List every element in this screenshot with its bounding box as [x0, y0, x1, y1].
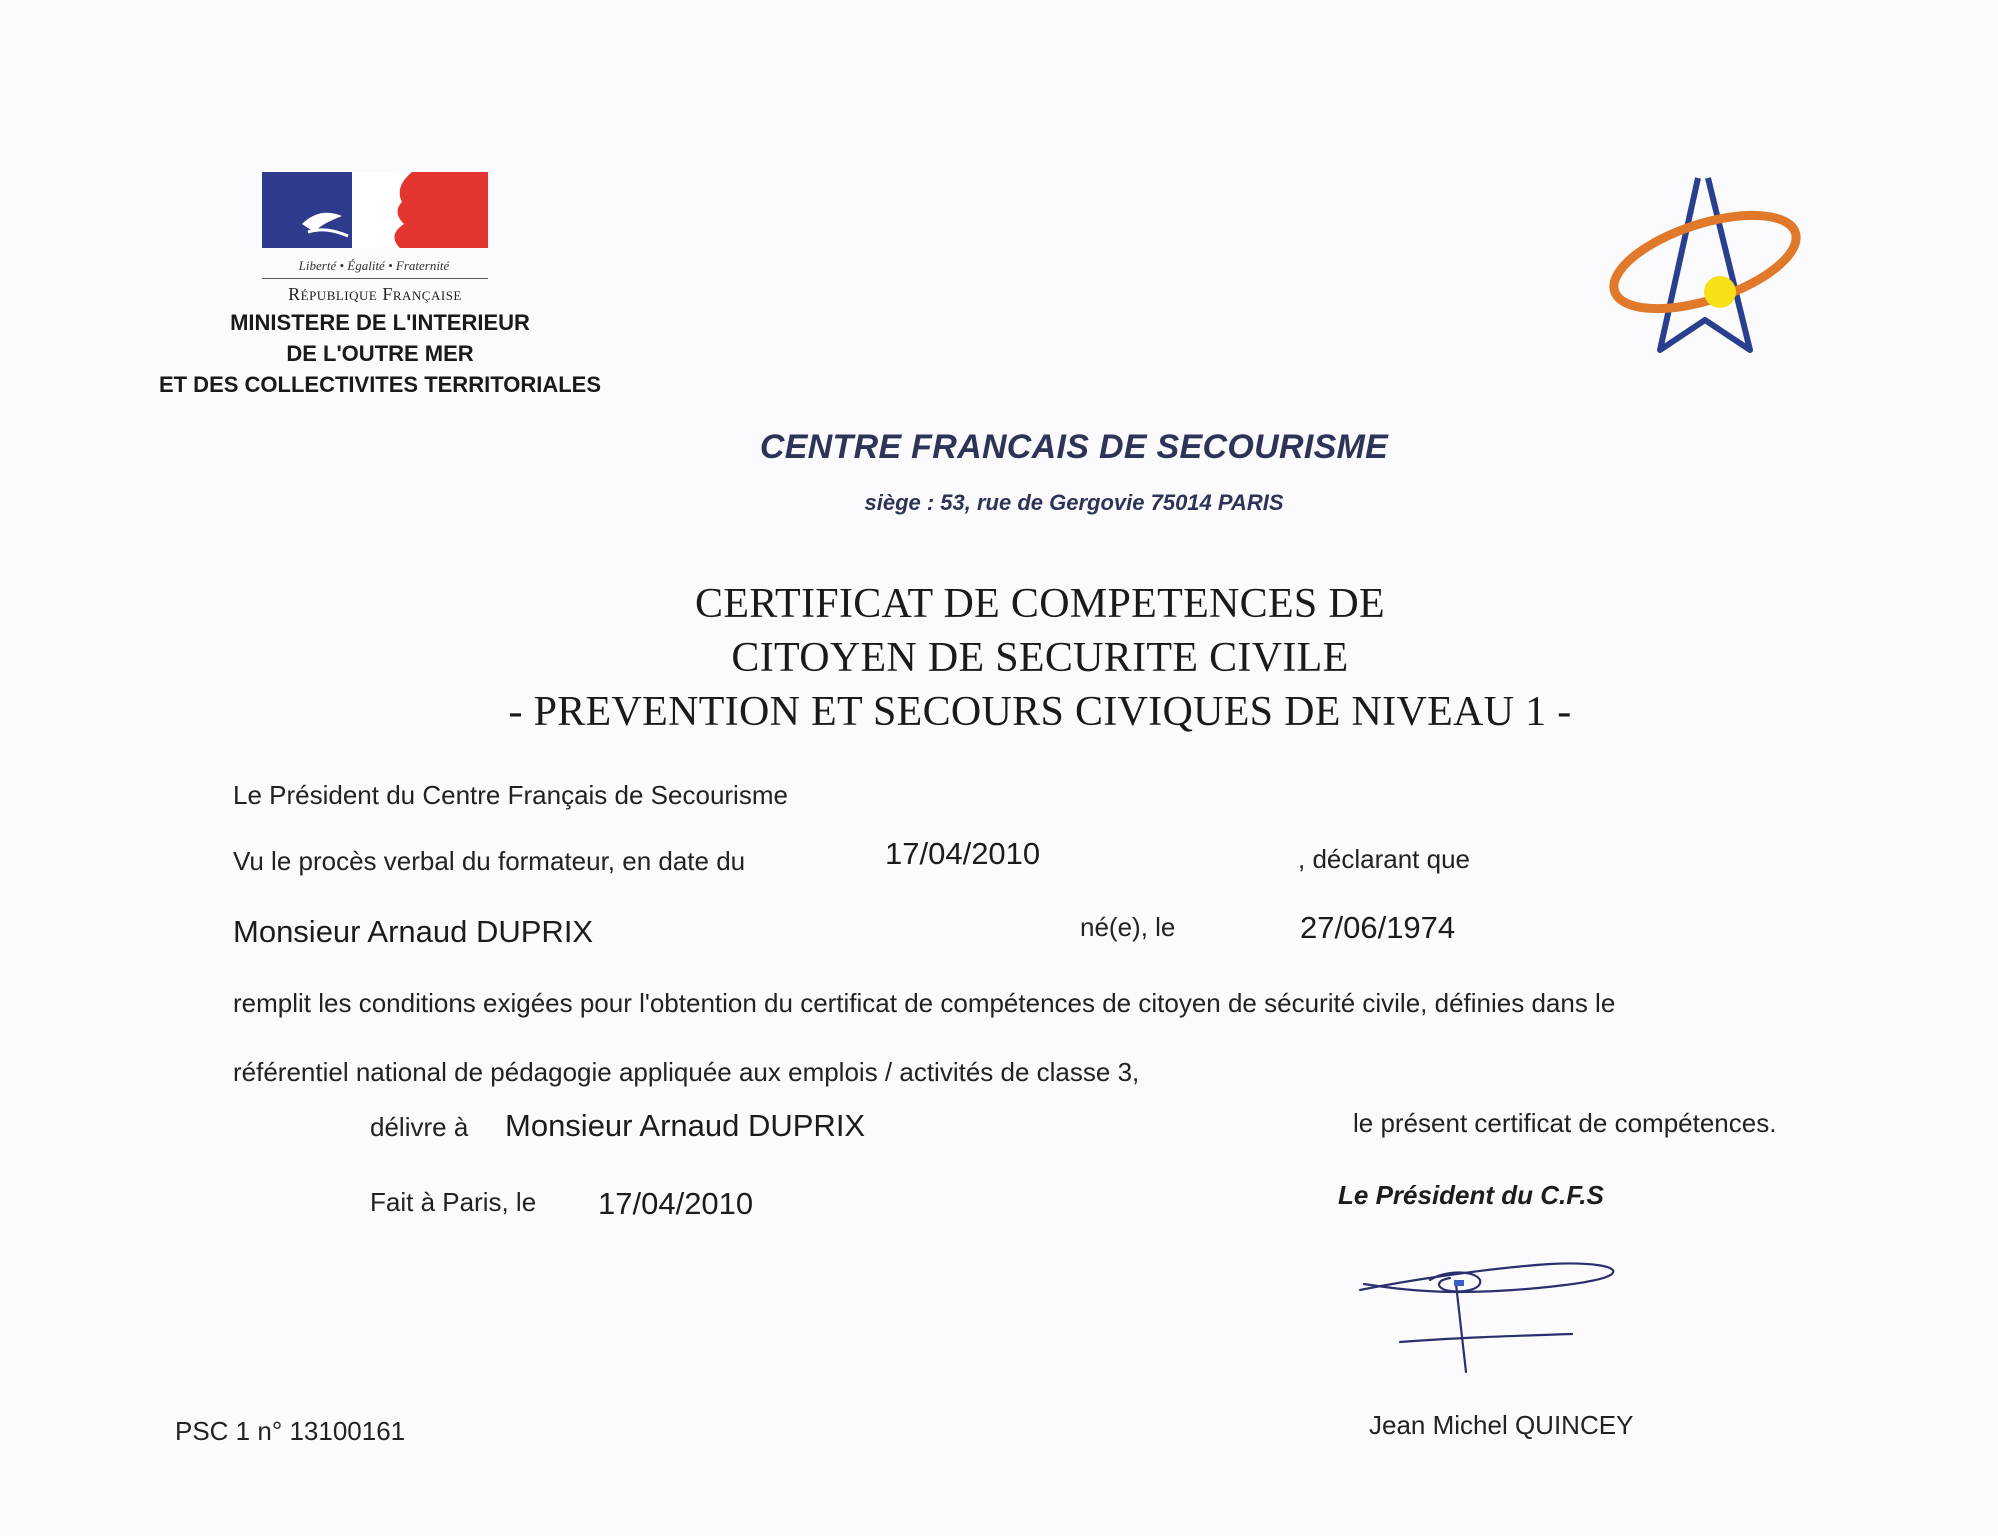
present-certificate-text: le présent certificat de compétences. [1353, 1108, 1777, 1138]
person-name: Monsieur Arnaud DUPRIX [233, 914, 594, 949]
intro-text: Le Président du Centre Français de Secourisme [233, 780, 788, 810]
report-date: 17/04/2010 [885, 836, 1041, 871]
organization-address: siège : 53, rue de Gergovie 75014 PARIS [864, 490, 1284, 515]
made-at-date: 17/04/2010 [598, 1186, 754, 1221]
signatory-title: Le Président du C.F.S [1338, 1180, 1604, 1210]
ministry-line-3: ET DES COLLECTIVITES TERRITORIALES [158, 372, 602, 397]
delivered-name: Monsieur Arnaud DUPRIX [505, 1108, 866, 1143]
organization-name: CENTRE FRANCAIS DE SECOURISME [759, 428, 1389, 466]
certificate-title-line-1: CERTIFICAT DE COMPETENCES DE [695, 581, 1385, 627]
ministry-line-2: DE L'OUTRE MER [286, 341, 474, 366]
signatory-name: Jean Michel QUINCEY [1369, 1410, 1634, 1440]
marianne-logo-icon [262, 172, 488, 292]
delivered-label: délivre à [370, 1112, 469, 1142]
report-prefix: Vu le procès verbal du formateur, en date du [233, 846, 746, 876]
certificate-title-line-3: - PREVENTION ET SECOURS CIVIQUES DE NIVEAU 1 - [508, 689, 1572, 735]
certificate-number: PSC 1 n° 13100161 [175, 1416, 406, 1446]
cfs-emblem-icon [1600, 170, 1810, 370]
republic-name: République Française [288, 284, 462, 304]
handwritten-signature [1350, 1240, 1630, 1380]
conditions-line-1: remplit les conditions exigées pour l'obtention du certificat de compétences de citoyen de sécurité civile, définies dans le [233, 988, 1616, 1018]
birth-date: 27/06/1974 [1300, 910, 1456, 945]
conditions-line-2: référentiel national de pédagogie appliquée aux emplois / activités de classe 3, [233, 1057, 1140, 1087]
made-at-label: Fait à Paris, le [370, 1187, 537, 1217]
declaring-text: , déclarant que [1298, 844, 1471, 874]
republic-motto: Liberté • Égalité • Fraternité [298, 258, 450, 273]
ministry-line-1: MINISTERE DE L'INTERIEUR [230, 310, 530, 335]
logo-divider [262, 278, 488, 279]
born-label: né(e), le [1080, 912, 1176, 942]
certificate-title-line-2: CITOYEN DE SECURITE CIVILE [731, 635, 1349, 681]
